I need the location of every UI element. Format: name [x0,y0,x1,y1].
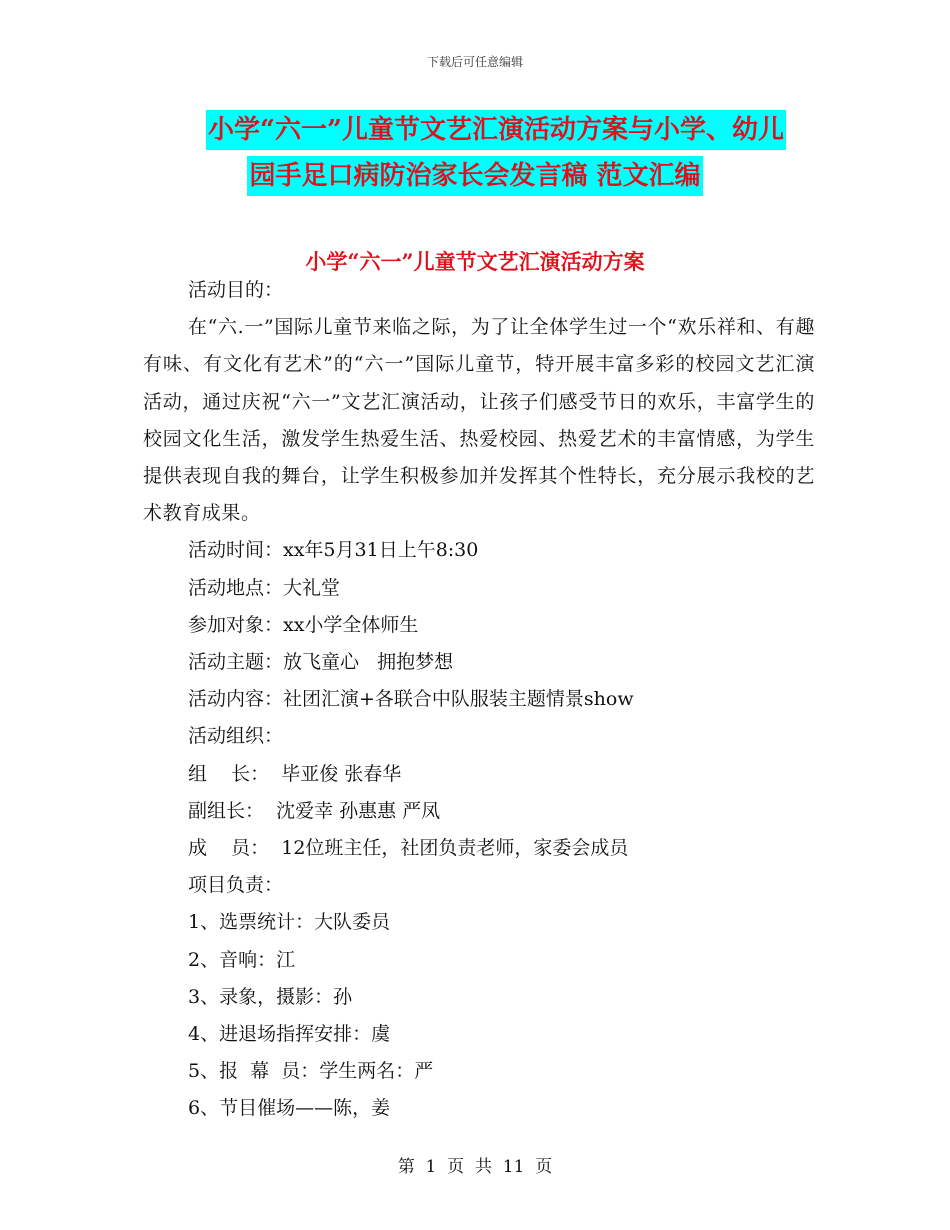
activity-theme: 活动主题：放飞童心 拥抱梦想 [188,651,454,674]
activity-time: 活动时间：xx年5月31日上午8:30 [188,539,479,562]
document-title-line-1 [0,110,950,150]
list-item: 6、节目催场——陈，姜 [188,1097,391,1120]
document-body [143,272,815,1128]
list-item: 3、录象，摄影：孙 [188,985,353,1008]
list-item: 2、音响：江 [188,948,296,971]
activity-content: 活动内容：社团汇演+各联合中队服装主题情景show [188,688,634,711]
project-responsibility: 项目负责： [188,874,284,897]
purpose-paragraph: 在“六.一”国际儿童节来临之际，为了让全体学生过一个“欢乐祥和、有趣有味、有文化有艺术”的“六一”国际儿童节，特开展丰富多彩的校园文艺汇演活动，通过庆祝“六一”文艺汇演活动，让孩子们感受节日的欢乐，丰富学生的校园文化生活，激发学生热爱生活、热爱校园、热爱艺术的丰富情感，为学生提供表现自我的舞台，让学生积极参加并发挥其个性特长，充分展示我校的艺术教育成果。 [143,316,815,525]
group-leader: 组 长： 毕亚俊 张春华 [188,762,402,785]
participants: 参加对象：xx小学全体师生 [188,613,419,636]
deputy-leader: 副组长： 沈爱幸 孙惠惠 严凤 [188,799,441,822]
list-item: 5、报 幕 员：学生两名：严 [188,1060,434,1083]
members: 成 员： 12位班主任，社团负责老师，家委会成员 [188,837,629,860]
title-line-2-text: 园手足口病防治家长会发言稿 范文汇编 [247,156,702,196]
activity-location: 活动地点：大礼堂 [188,576,341,599]
section-title: 小学“六一”儿童节文艺汇演活动方案 [305,249,645,274]
list-item: 1、选票统计：大队委员 [188,911,391,934]
activity-organization: 活动组织： [188,725,284,748]
list-item: 4、进退场指挥安排：虞 [188,1023,391,1046]
title-line-1-text: 小学“六一”儿童节文艺汇演活动方案与小学、幼儿 [206,110,786,150]
page-footer: 第 1 页 共 11 页 [397,1157,553,1177]
document-title-line-2 [0,156,950,196]
label-purpose: 活动目的： [188,279,284,301]
header-note: 下载后可任意编辑 [426,55,523,69]
